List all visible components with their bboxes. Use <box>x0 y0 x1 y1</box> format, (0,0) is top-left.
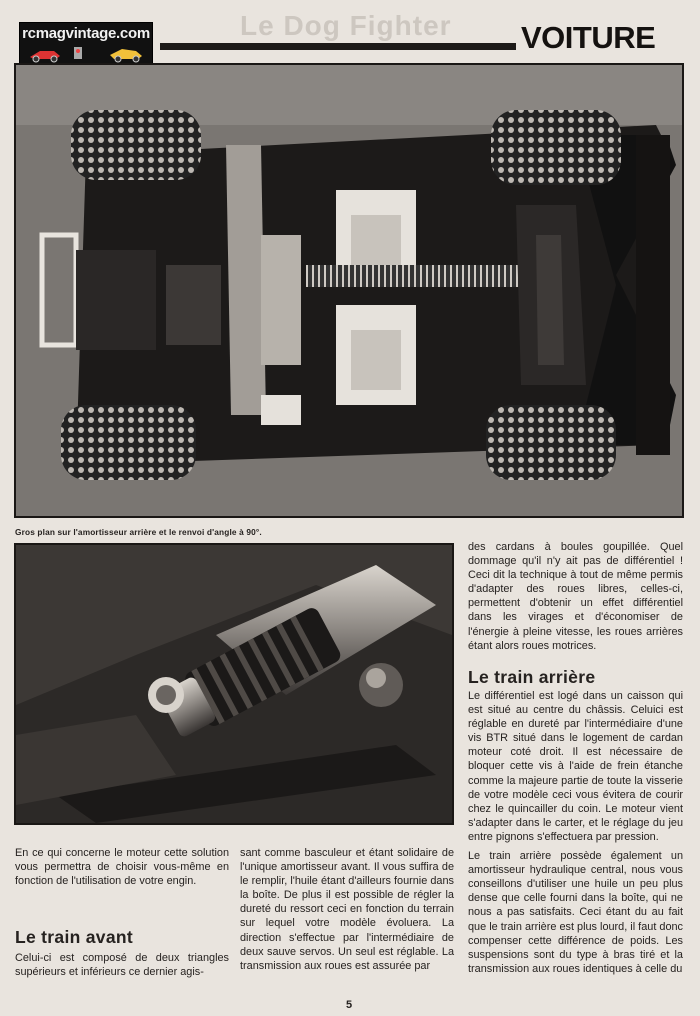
text-column-2: sant comme basculeur et étant solidaire de l'unique amortisseur avant. Il vous suffira de le remplir, l'huile étant d'ailleurs fournie dans la boîte. De plus il est possible de régler la dureté du ressort ceci en fonction du terrain sur lequel votre modèle évoluera. La direction s'effectue par l'intermédiaire de deux sauve servos. Un seul est réglable. La transmission aux roues est assurée par <box>240 847 454 972</box>
shock-absorber-illustration <box>16 545 452 823</box>
heading-train-arriere: Le train arrière <box>468 667 596 687</box>
logo-name: rcmagvintage.com <box>22 25 150 42</box>
text-column-1: En ce qui concerne le moteur cette solution vous permettra de choisir vous-même en fonction de l'utilisation de votre engin. <box>15 847 229 888</box>
photo-caption: Gros plan sur l'amortisseur arrière et le renvoi d'angle à 90°. <box>15 527 262 537</box>
heading-train-avant: Le train avant <box>15 927 133 947</box>
page-number: 5 <box>346 999 353 1011</box>
chassis-illustration <box>16 65 682 516</box>
header-rule <box>160 43 516 50</box>
section-label: VOITURE <box>521 20 656 55</box>
shock-absorber-photo <box>14 543 454 825</box>
ghost-title: Le Dog Fighter <box>240 10 452 41</box>
text-right-continuation: des cardans à boules goupillée. Quel dommage qu'il n'y ait pas de différentiel ! Ceci dit la technique à tout de même permis d'adapter des roues libres, celles-ci, permettent d'obtenir un effet différentiel dans les virages et d'économiser de l'énergie à pleine vitesse, les roues arrières étant alors roues motrices. <box>468 541 683 652</box>
chassis-photo <box>14 63 684 518</box>
text-train-avant: Celui-ci est composé de deux triangles supérieurs et inférieurs ce dernier agis- <box>15 952 229 979</box>
paragraph: Le train arrière possède également un amortisseur hydraulique central, nous vous conseillons d'utiliser une huile un peu plus dense que celle fourni dans la boîte, qui ne nous a pas satisfaits. Ceci étant du au fait que le train arrière est plus lourd, il faut donc compenser cette différence de poids. Les suspensions sont du type à bras tiré et la transmission aux roues identiques à celle du <box>468 850 683 975</box>
logo-cars-icon <box>26 43 146 63</box>
paragraph: Le différentiel est logé dans un caisson qui est situé au centre du châssis. Celuici est réglable en dureté par l'intermédiaire d'une vis BTR situé dans le logement de cardan moteur coté droit. Il est nécessaire de bloquer cette vis à l'aide de frein étanche comme la majeure partie de toute la visserie de votre modèle ceci vous évitera de courir chez le quincailler du coin. Le moteur vient s'adapter dans le carter, et le réglage du jeu entre pignons s'effectuera par pression. <box>468 690 683 843</box>
text-train-arriere <box>468 689 683 981</box>
